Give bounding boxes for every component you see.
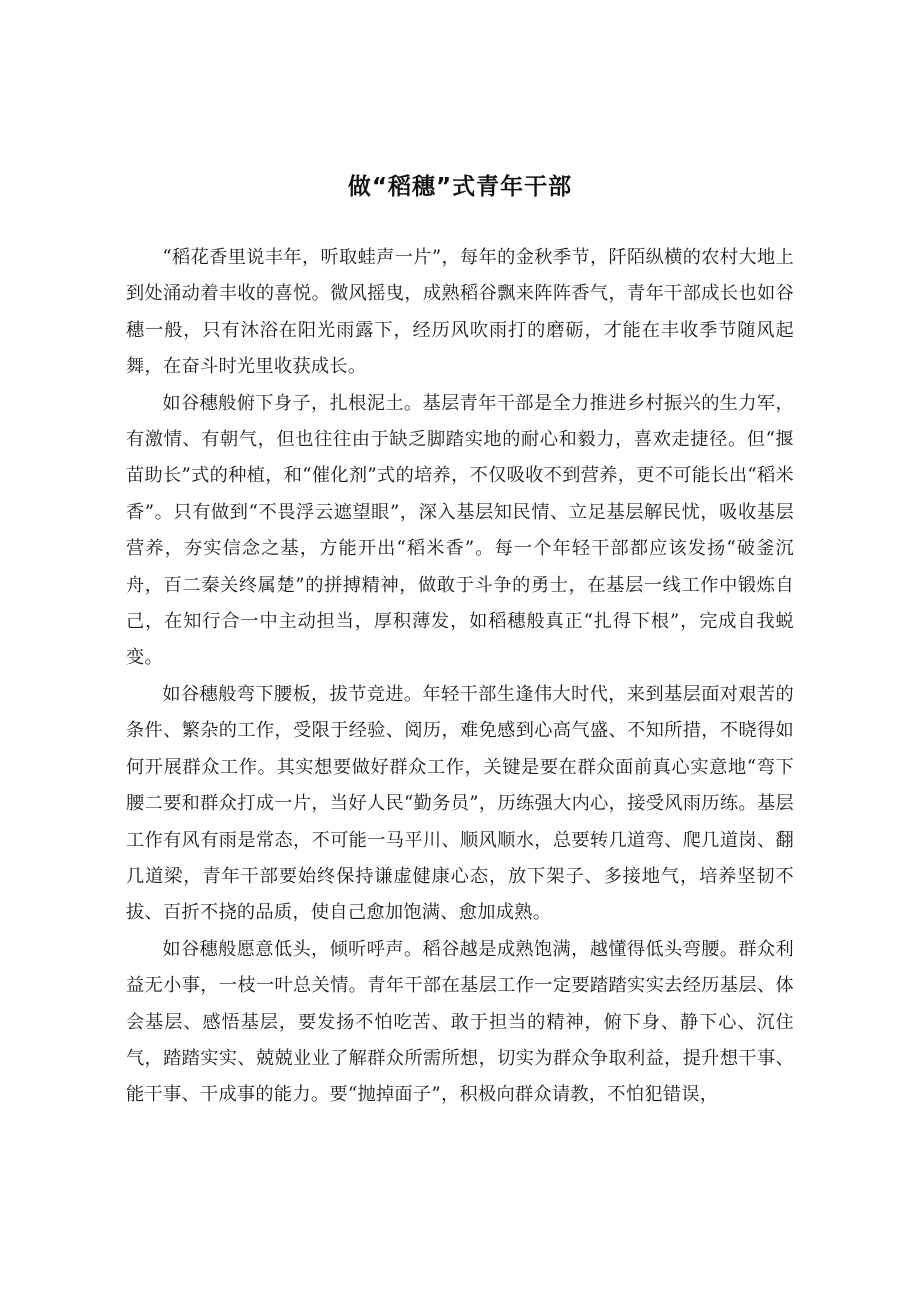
paragraph-intro: “稻花香里说丰年，听取蛙声一片”，每年的金秋季节，阡陌纵横的农村大地上到处涌动着丰收的喜悦。微风摇曳，成熟稻谷飘来阵阵香气，青年干部成长也如谷穗一般，只有沐浴在阳光雨露下，经历风吹雨打的磨砺，才能在丰收季节随风起舞，在奋斗时光里收获成长。: [126, 247, 794, 378]
article-title: 做“稻穗”式青年干部: [347, 174, 573, 200]
paragraph-listening: 如谷穗般愿意低头，倾听呼声。稻谷越是成熟饱满，越懂得低头弯腰。群众利益无小事，一枝一叶总关情。青年干部在基层工作一定要踏踏实实去经历基层、体会基层、感悟基层，要发扬不怕吃苦、敢于担当的精神，俯下身、静下心、沉住气，踏踏实实、兢兢业业了解群众所需所想，切实为群众争取利益，提升想干事、能干事、干成事的能力。要“抛掉面子”，积极向群众请教，不怕犯错误，: [126, 938, 794, 1106]
article-body: [126, 240, 794, 1114]
paragraph-bending: 如谷穗般弯下腰板，拔节竞进。年轻干部生逢伟大时代，来到基层面对艰苦的条件、繁杂的工作，受限于经验、阅历，难免感到心高气盛、不知所措，不晓得如何开展群众工作。其实想要做好群众工作，关键是要在群众面前真心实意地“弯下腰二要和群众打成一片，当好人民“勤务员”，历练强大内心，接受风雨历练。基层工作有风有雨是常态，不可能一马平川、顺风顺水，总要转几道弯、爬几道岗、翻几道梁，青年干部要始终保持谦虚健康心态，放下架子、多接地气，培养坚韧不拔、百折不挠的品质，使自己愈加饱满、愈加成熟。: [126, 683, 794, 924]
paragraph-rooting: 如谷穗般俯下身子，扎根泥土。基层青年干部是全力推进乡村振兴的生力军，有激情、有朝气，但也往往由于缺乏脚踏实地的耐心和毅力，喜欢走捷径。但“揠苗助长”式的种植，和“催化剂”式的培养，不仅吸收不到营养，更不可能长出“稻米香”。只有做到“不畏浮云遮望眼”，深入基层知民情、立足基层解民忧，吸收基层营养，夯实信念之基，方能开出“稻米香”。每一个年轻干部都应该发扬“破釜沉舟，百二秦关终属楚”的拼搏精神，做敢于斗争的勇士，在基层一线工作中锻炼自己，在知行合一中主动担当，厚积薄发，如稻穗般真正“扎得下根”，完成自我蜕变。: [126, 392, 794, 669]
